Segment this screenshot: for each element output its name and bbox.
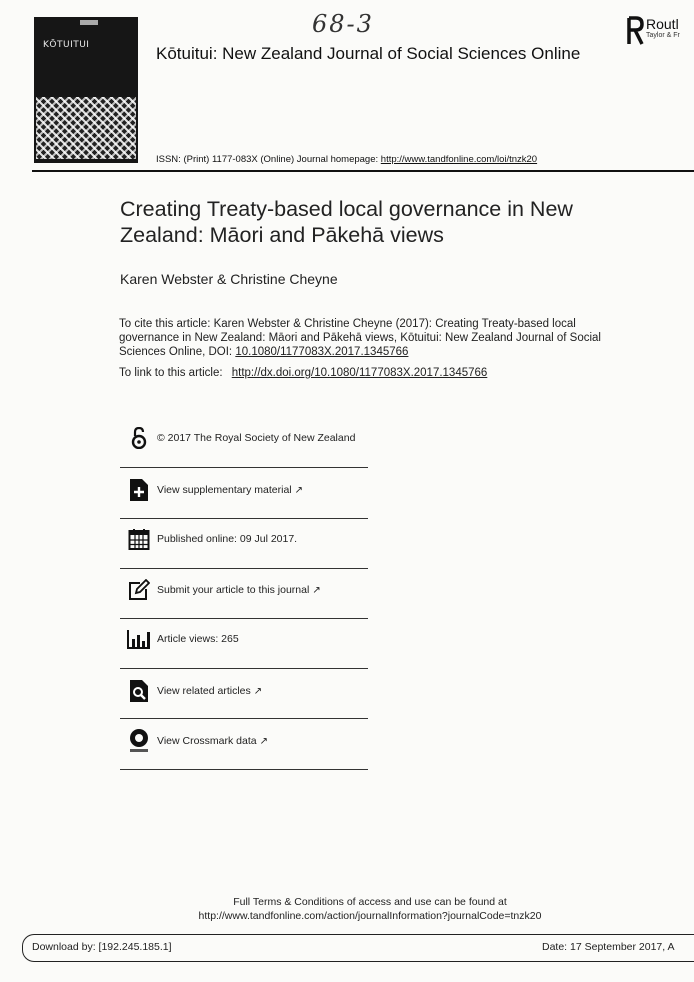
article-link-url[interactable]: http://dx.doi.org/10.1080/1177083X.2017.1345766 <box>231 367 488 379</box>
external-link-icon: ↗ <box>312 584 321 596</box>
crossmark-item[interactable] <box>126 728 268 754</box>
item-divider <box>120 518 368 519</box>
supplementary-material-item[interactable] <box>126 477 303 503</box>
publisher-logo-icon <box>626 16 644 46</box>
item-divider <box>120 668 368 669</box>
item-divider <box>120 467 368 468</box>
external-link-icon: ↗ <box>253 685 263 697</box>
supplementary-material-link[interactable]: View supplementary material <box>157 484 292 496</box>
open-access-icon <box>126 425 152 451</box>
item-divider <box>120 568 368 569</box>
journal-title: Kōtuitui: New Zealand Journal of Social Sciences Online <box>156 44 581 63</box>
published-online-item <box>126 526 297 552</box>
external-link-icon: ↗ <box>259 735 268 747</box>
submit-article-item[interactable] <box>126 577 321 603</box>
article-link-line <box>119 367 487 379</box>
header-divider <box>32 170 694 172</box>
calendar-icon <box>126 526 152 552</box>
submit-article-link[interactable]: Submit your article to this journal <box>157 584 310 596</box>
date-value: 17 September 2017, A <box>570 941 675 953</box>
article-link-label: To link to this article: <box>119 367 223 379</box>
terms-link[interactable]: http://www.tandfonline.com/action/journalInformation?journalCode=tnzk20 <box>198 910 542 922</box>
citation-text: Karen Webster & Christine Cheyne (2017): Creating Treaty-based local governance in New Zealand: Māori and Pākehā views, Kōtuitui: New Zealand Journal of Social Sciences Online, DOI: <box>119 318 601 358</box>
download-date <box>542 941 675 953</box>
related-articles-item[interactable] <box>126 678 262 704</box>
cover-label-strip <box>80 20 98 25</box>
item-divider <box>120 718 368 719</box>
terms-notice <box>140 895 600 923</box>
add-document-icon <box>126 477 152 503</box>
crossmark-link[interactable]: View Crossmark data <box>157 735 257 747</box>
date-label: Date: <box>542 941 568 953</box>
copyright-item <box>126 425 355 451</box>
cover-title: KŌTUITUI <box>43 40 90 50</box>
issn-line <box>156 154 537 165</box>
terms-line-1: Full Terms & Conditions of access and use can be found at <box>233 896 507 908</box>
article-views-item <box>126 626 239 652</box>
download-label: Download by: <box>32 941 96 953</box>
cover-pattern <box>36 97 136 159</box>
citation-doi-link[interactable]: 10.1080/1177083X.2017.1345766 <box>235 346 409 358</box>
issn-text: ISSN: (Print) 1177-083X (Online) Journal homepage: <box>156 154 381 165</box>
item-divider <box>120 769 368 770</box>
search-document-icon <box>126 678 152 704</box>
journal-homepage-link[interactable]: http://www.tandfonline.com/loi/tnzk20 <box>380 154 538 165</box>
citation-label: To cite this article: <box>119 318 211 330</box>
related-articles-link[interactable]: View related articles <box>157 685 251 697</box>
edit-icon <box>126 577 152 603</box>
download-info <box>32 941 172 953</box>
crossmark-icon <box>126 728 152 754</box>
article-authors: Karen Webster & Christine Cheyne <box>120 271 338 287</box>
bar-chart-icon <box>126 626 152 652</box>
copyright-text: © 2017 The Royal Society of New Zealand <box>157 432 356 444</box>
item-divider <box>120 618 368 619</box>
citation-block <box>119 317 619 359</box>
handwritten-note: 68-3 <box>312 10 374 38</box>
article-views-text: Article views: 265 <box>157 633 239 645</box>
publisher-subtitle: Taylor & Fr <box>646 32 680 39</box>
publisher-name: Routl <box>646 16 679 32</box>
external-link-icon: ↗ <box>294 484 304 496</box>
download-ip: [192.245.185.1] <box>98 941 172 953</box>
published-online-text: Published online: 09 Jul 2017. <box>157 533 298 545</box>
article-title: Creating Treaty-based local governance in New Zealand: Māori and Pākehā views <box>120 197 573 247</box>
journal-cover-image <box>34 17 138 163</box>
